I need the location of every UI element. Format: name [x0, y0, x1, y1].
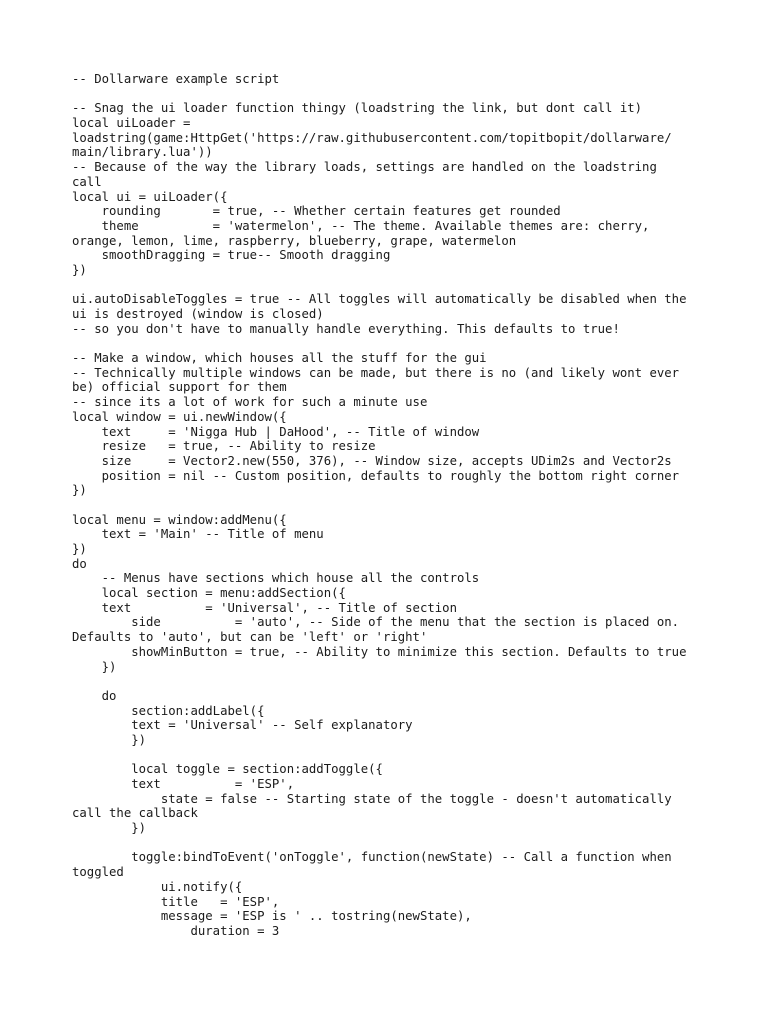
code-line: position = nil -- Custom position, defaults to roughly the bottom right corner [72, 468, 680, 483]
code-line: duration = 3 [72, 923, 280, 938]
code-line [72, 498, 712, 513]
code-line: Defaults to 'auto', but can be 'left' or 'right' [72, 630, 428, 645]
code-line: section:addLabel({ [72, 703, 265, 718]
code-line: message = 'ESP is ' .. tostring(newState), [72, 909, 472, 924]
code-line: do [72, 688, 117, 703]
code-line: loadstring(game:HttpGet('https://raw.githubusercontent.com/topitbopit/dollarware/ [72, 130, 672, 145]
code-line: state = false -- Starting state of the toggle - doesn't automatically [72, 791, 672, 806]
code-line: }) [72, 483, 87, 498]
code-line: local menu = window:addMenu({ [72, 512, 287, 527]
code-line [72, 748, 712, 763]
document-page [72, 72, 712, 939]
code-line: text = 'Universal', -- Title of section [72, 600, 457, 615]
code-line: ui is destroyed (window is closed) [72, 307, 324, 321]
code-line: -- so you don't have to manually handle everything. This defaults to true! [72, 321, 620, 336]
code-line: rounding = true, -- Whether certain features get rounded [72, 204, 561, 219]
code-line: call [72, 174, 102, 189]
code-line: theme = 'watermelon', -- The theme. Available themes are: cherry, [72, 218, 650, 233]
code-line: }) [72, 821, 147, 836]
code-line: -- Technically multiple windows can be made, but there is no (and likely wont ever [72, 365, 680, 380]
code-line [72, 87, 712, 102]
code-line: }) [72, 542, 87, 556]
code-line: toggle:bindToEvent('onToggle', function(newState) -- Call a function when [72, 850, 672, 865]
code-line: text = 'ESP', [72, 777, 295, 791]
code-line [72, 278, 712, 293]
code-line: ui.autoDisableToggles = true -- All toggles will automatically be disabled when the [72, 292, 687, 307]
code-line: orange, lemon, lime, raspberry, blueberry, grape, watermelon [72, 233, 517, 248]
code-line: local window = ui.newWindow({ [72, 409, 287, 424]
code-line: smoothDragging = true-- Smooth dragging [72, 248, 391, 263]
code-line [72, 836, 712, 851]
code-line: -- Menus have sections which house all the controls [72, 571, 480, 586]
code-line: -- Make a window, which houses all the stuff for the gui [72, 351, 487, 366]
code-line: -- since its a lot of work for such a minute use [72, 395, 428, 410]
code-line: text = 'Universal' -- Self explanatory [72, 718, 413, 733]
code-line: main/library.lua')) [72, 145, 213, 160]
code-line: }) [72, 659, 117, 674]
code-line: local ui = uiLoader({ [72, 189, 228, 204]
code-line: }) [72, 732, 147, 747]
code-line: size = Vector2.new(550, 376), -- Window size, accepts UDim2s and Vector2s [72, 453, 672, 468]
code-line: resize = true, -- Ability to resize [72, 439, 376, 454]
code-line [72, 674, 712, 689]
code-line: local toggle = section:addToggle({ [72, 762, 383, 777]
code-line: text = 'Main' -- Title of menu [72, 527, 324, 542]
code-line: local uiLoader = [72, 116, 191, 131]
code-line: side = 'auto', -- Side of the menu that the section is placed on. [72, 615, 680, 630]
code-line: -- Because of the way the library loads, settings are handled on the loadstring [72, 160, 657, 175]
code-line: -- Snag the ui loader function thingy (loadstring the link, but dont call it) [72, 101, 643, 116]
code-line: ui.notify({ [72, 879, 243, 894]
code-line: call the callback [72, 806, 198, 821]
code-line: -- Dollarware example script [72, 72, 280, 86]
code-line: toggled [72, 865, 124, 880]
code-line: local section = menu:addSection({ [72, 586, 346, 601]
code-line: showMinButton = true, -- Ability to minimize this section. Defaults to true [72, 644, 687, 659]
code-line: }) [72, 262, 87, 277]
code-line: text = 'Nigga Hub | DaHood', -- Title of window [72, 424, 480, 439]
code-line: do [72, 556, 87, 571]
code-line [72, 336, 712, 351]
code-line: title = 'ESP', [72, 894, 280, 909]
code-line: be) official support for them [72, 380, 287, 395]
